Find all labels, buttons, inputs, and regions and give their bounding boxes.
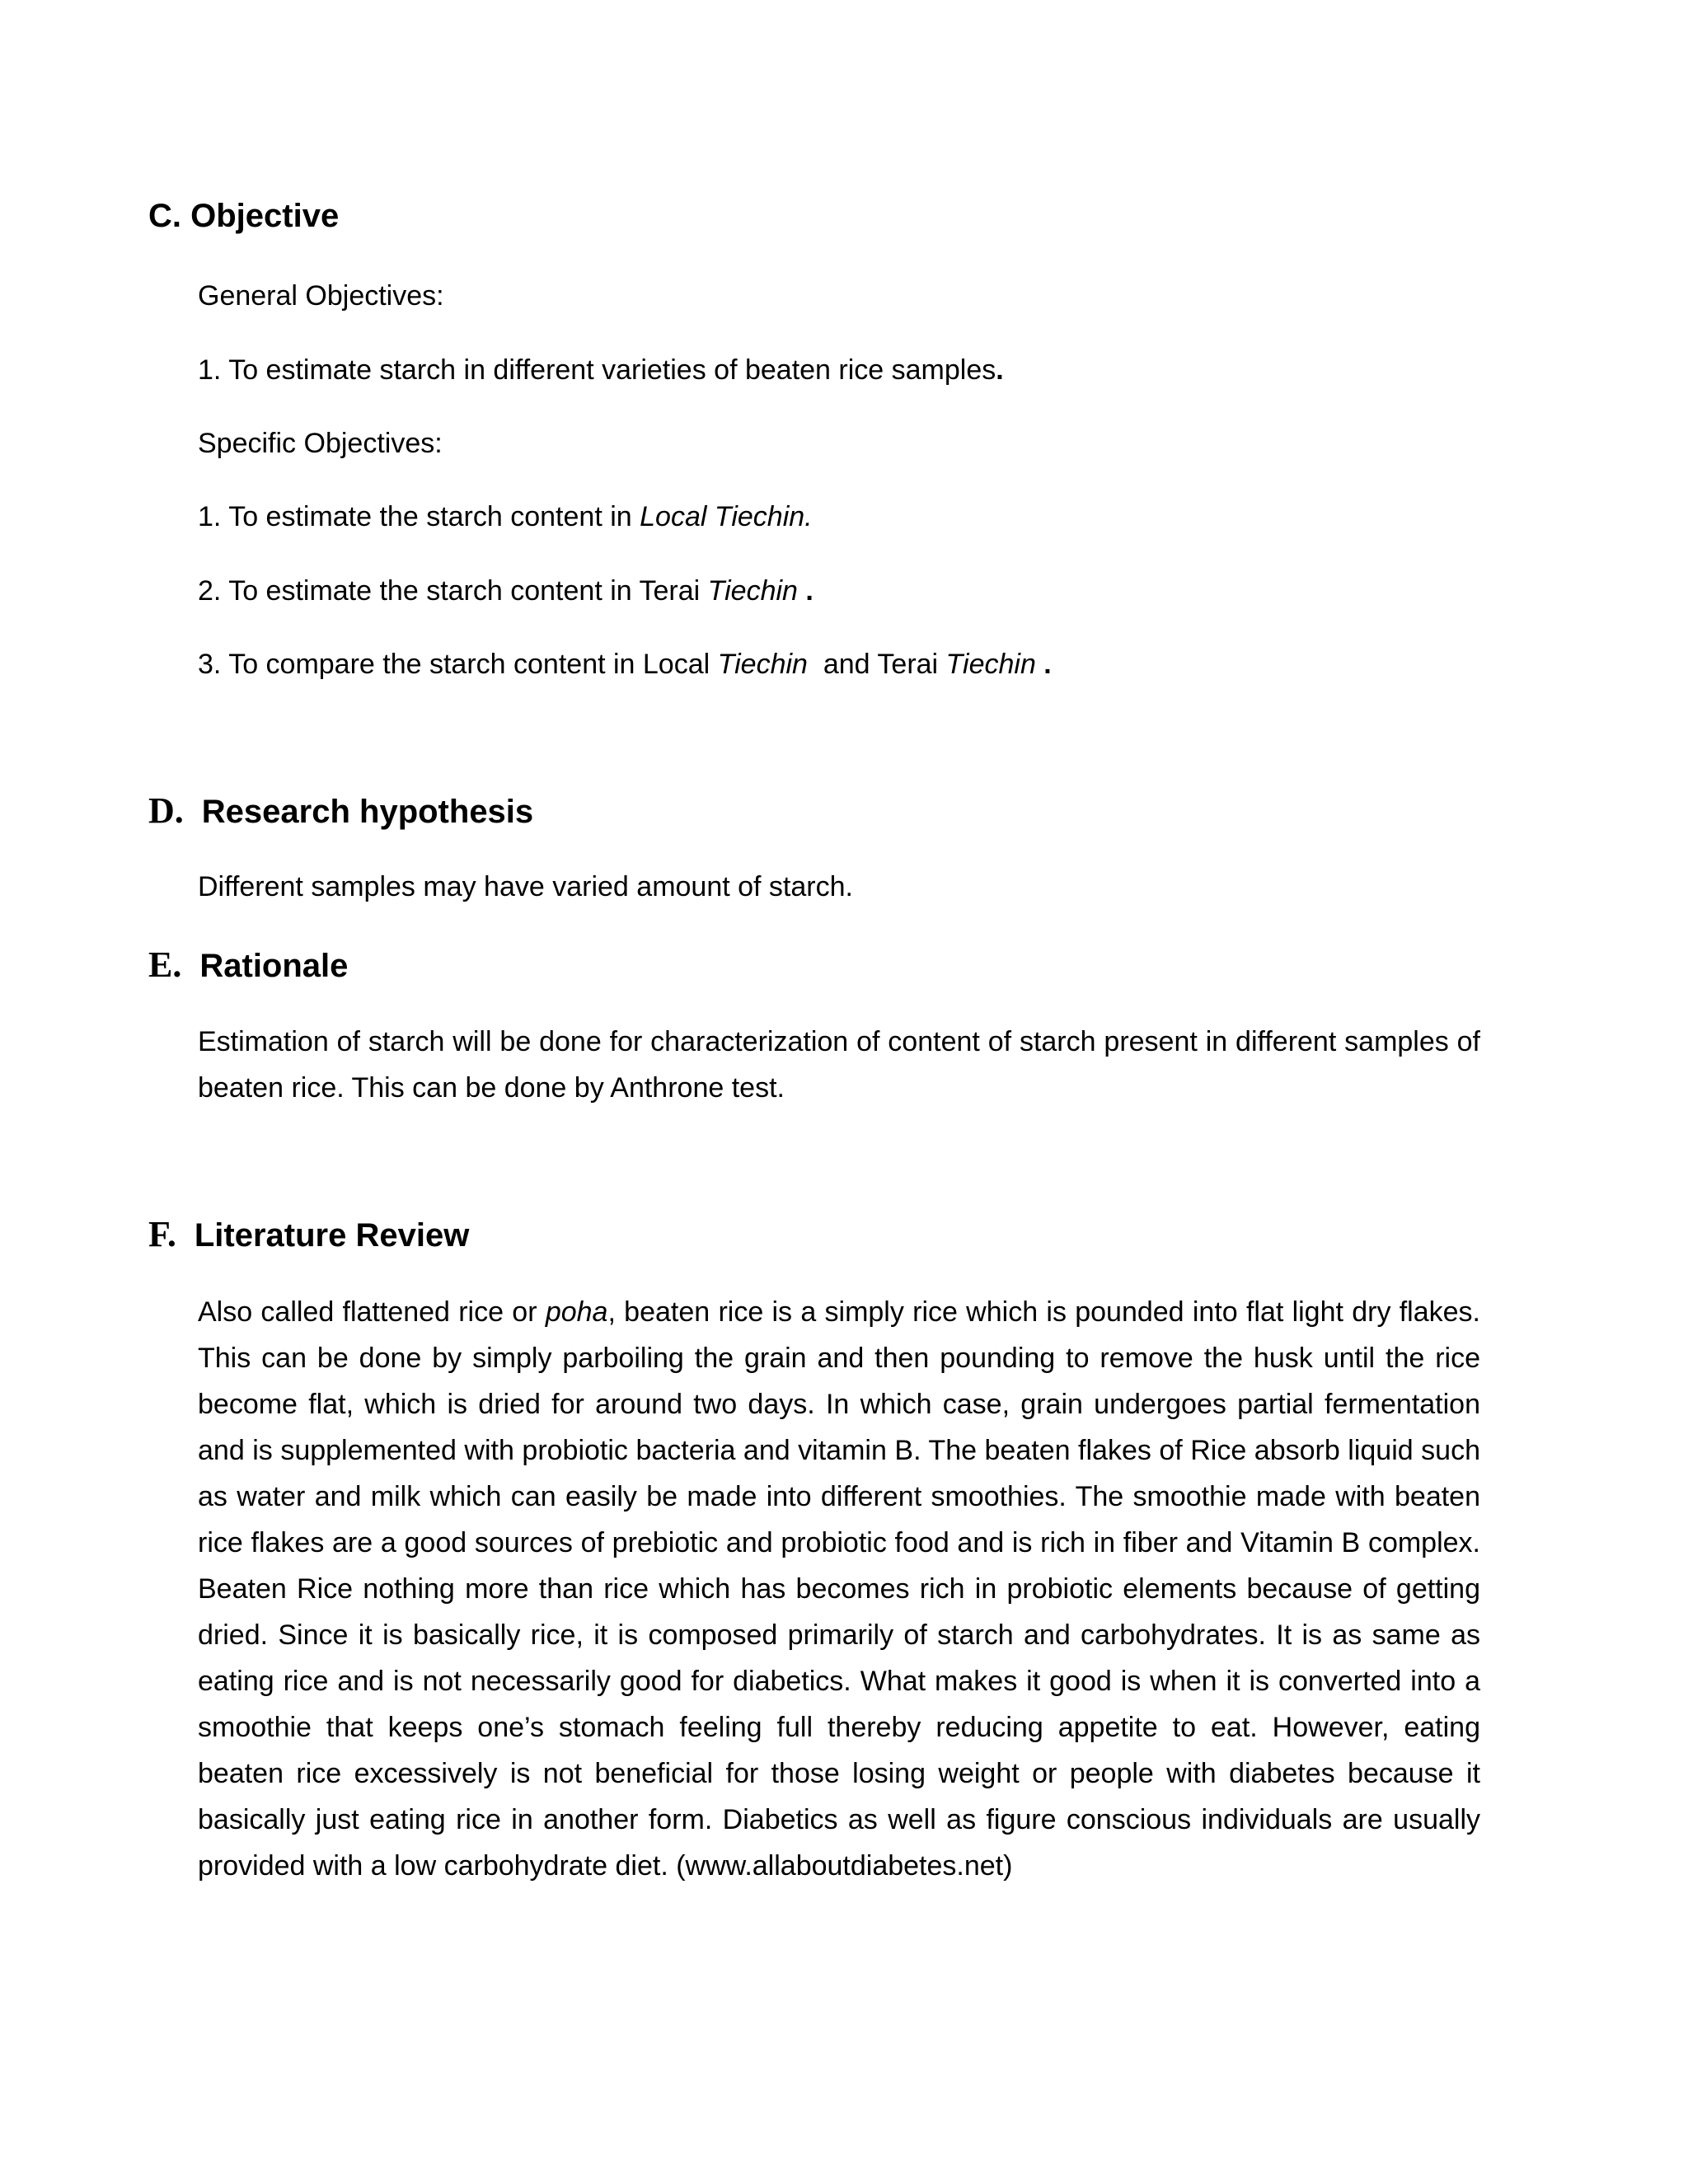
- specific-objective-item-3: [198, 649, 1052, 681]
- section-e-letter: E.: [148, 944, 182, 985]
- literature-review-paragraph: [198, 1289, 1480, 1889]
- specific-objective-item-2: [198, 575, 814, 607]
- literature-review-text-rest: , beaten rice is a simply rice which is pounded into flat light dry flakes. This can be done by simply parboiling the grain and then pounding to remove the husk until the rice become flat, which is dried for around two days. In which case, grain undergoes partial fermentation and is supplemented with probiotic bacteria and vitamin B. The beaten flakes of Rice absorb liquid such as water and milk which can easily be made into different smoothies. The smoothie made with beaten rice flakes are a good sources of prebiotic and probiotic food and is rich in fiber and Vitamin B complex. Beaten Rice nothing more than rice which has becomes rich in probiotic elements because of getting dried. Since it is basically rice, it is composed primarily of starch and carbohydrates. It is as same as eating rice and is not necessarily good for diabetics. What makes it good is when it is converted into a smoothie that keeps one’s stomach feeling full thereby reducing appetite to eat. However, eating beaten rice excessively is not beneficial for those losing weight or people with diabetes because it basically just eating rice in another form. Diabetics as well as figure conscious individuals are usually provided with a low carbohydrate diet. (www.allaboutdiabetes.net): [198, 1296, 1480, 1882]
- research-hypothesis-text: Different samples may have varied amount of starch.: [198, 871, 853, 902]
- general-objective-item-1-end: .: [996, 354, 1004, 386]
- specific-objective-item-2-text: 2. To estimate the starch content in Terai: [198, 575, 708, 607]
- specific-objective-item-1-text: 1. To estimate the starch content in: [198, 501, 640, 532]
- specific-objective-item-2-end: .: [797, 575, 814, 607]
- rationale-paragraph: Estimation of starch will be done for characterization of content of starch present in different samples of beaten rice. This can be done by Anthrone test.: [198, 1026, 1480, 1104]
- specific-objectives-label: Specific Objectives:: [198, 428, 443, 459]
- specific-objective-item-1-italic: Local Tiechin.: [640, 501, 813, 532]
- general-objective-item-1: [198, 354, 1004, 387]
- specific-objective-item-3-italic-b: Tiechin: [945, 649, 1036, 680]
- literature-review-italic-term: poha: [545, 1296, 608, 1328]
- specific-objective-item-3-end: .: [1035, 649, 1052, 680]
- general-objective-item-1-text: 1. To estimate starch in different varieties of beaten rice samples: [198, 354, 996, 386]
- section-d-letter: D.: [148, 790, 184, 831]
- specific-objective-item-1: [198, 501, 813, 533]
- section-d-title: Research hypothesis: [201, 794, 534, 830]
- section-c-heading: C. Objective: [148, 198, 340, 234]
- specific-objective-item-3-italic-a: Tiechin: [717, 649, 808, 680]
- section-f-letter: F.: [148, 1214, 176, 1254]
- section-f-title: Literature Review: [194, 1217, 470, 1254]
- section-e-heading: [148, 944, 348, 986]
- specific-objective-item-2-italic: Tiechin: [707, 575, 798, 607]
- section-d-heading: [148, 790, 533, 832]
- literature-review-text-start: Also called flattened rice or: [198, 1296, 546, 1328]
- specific-objective-item-3-mid: and Terai: [807, 649, 946, 680]
- general-objectives-label: General Objectives:: [198, 280, 444, 312]
- specific-objective-item-3-text: 3. To compare the starch content in Local: [198, 649, 718, 680]
- section-e-title: Rationale: [199, 948, 349, 984]
- section-f-heading: [148, 1213, 469, 1255]
